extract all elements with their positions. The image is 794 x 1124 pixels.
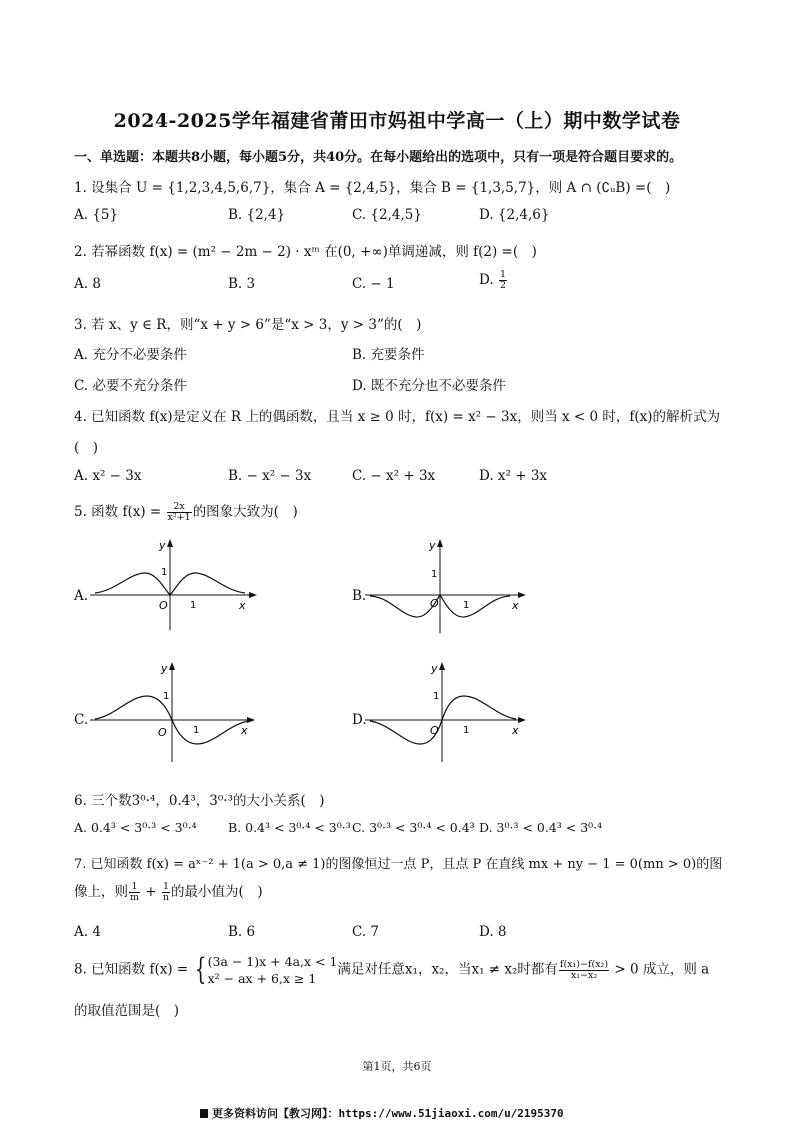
- question-3-option-a: A. 充分不必要条件: [74, 347, 187, 363]
- question-4-option-a: A. x² − 3x: [74, 468, 142, 484]
- question-6-option-a: A. 0.4³ < 3⁰·³ < 3⁰·⁴: [74, 820, 197, 835]
- plus-sign: +: [141, 884, 161, 900]
- question-8-stem-continued: 的取值范围是( ): [74, 1003, 180, 1019]
- source-banner[interactable]: [200, 1105, 564, 1121]
- graph-c-y-one: 1: [163, 691, 170, 702]
- question-4-stem-continued: ( ): [74, 440, 99, 456]
- question-4-stem: 4. 已知函数 f(x)是定义在 R 上的偶函数，且当 x ≥ 0 时，f(x) = x² − 3x，则当 x < 0 时，f(x)的解析式为: [74, 409, 721, 425]
- question-4-option-d: D. x² + 3x: [479, 468, 548, 484]
- question-8-stem-mid: 满足对任意x₁，x₂，当x₁ ≠ x₂时都有: [337, 961, 558, 978]
- question-1-option-a: A. {5}: [74, 207, 119, 223]
- question-5-stem: [74, 500, 298, 523]
- question-2-option-d-label: D.: [479, 272, 498, 288]
- question-3-option-d: D. 既不充分也不必要条件: [352, 378, 506, 394]
- question-6-option-d: D. 3⁰·³ < 0.4³ < 3⁰·⁴: [479, 820, 603, 835]
- question-7-stem-continued: [74, 880, 263, 903]
- question-3-option-c: C. 必要不充分条件: [74, 378, 187, 394]
- graph-d: [360, 658, 540, 768]
- graph-c-x-label: x: [241, 724, 248, 737]
- graph-a-x-one: 1: [190, 600, 197, 611]
- question-4-option-c: C. − x² + 3x: [352, 468, 436, 484]
- case-2: x² − ax + 6,x ≥ 1: [207, 971, 317, 986]
- flag-icon: [200, 1109, 208, 1118]
- question-1-stem: 1. 设集合 U = {1,2,3,4,5,6,7}，集合 A = {2,4,5}，集合 B = {1,3,5,7}，则 A ∩ (∁ᵤB) =( ): [74, 180, 671, 196]
- question-7-option-b: B. 6: [228, 924, 256, 940]
- question-1-option-c: C. {2,4,5}: [352, 207, 422, 223]
- question-8-stem-post: > 0 成立，则 a: [610, 961, 710, 978]
- graph-b-origin-label: O: [430, 597, 439, 610]
- graph-b-y-one: 1: [431, 569, 438, 580]
- question-7-stem: 7. 已知函数 f(x) = aˣ⁻² + 1(a > 0,a ≠ 1)的图像恒过一点 P，且点 P 在直线 mx + ny − 1 = 0(mn > 0)的图: [74, 857, 723, 872]
- source-banner-text: 更多资料访问【教习网】：https://www.51jiaoxi.com/u/2195370: [212, 1107, 564, 1120]
- graph-b-y-label: y: [429, 539, 436, 552]
- graph-a-y-label: y: [159, 539, 166, 552]
- question-7-option-d: D. 8: [479, 924, 507, 940]
- page-title: 2024-2025学年福建省莆田市妈祖中学高一（上）期中数学试卷: [113, 110, 681, 132]
- graph-d-label: D.: [352, 712, 367, 728]
- one-over-m-fraction: $\frac{1}{m}$: [130, 881, 140, 903]
- piecewise-cases: [208, 953, 338, 987]
- graph-b-x-one: 1: [463, 600, 470, 611]
- question-8-stem: [74, 953, 709, 987]
- section-heading: 一、单选题：本题共8小题，每小题5分，共40分。在每小题给出的选项中，只有一项是符合题目要求的。: [74, 150, 683, 165]
- question-6-stem: 6. 三个数3⁰·⁴，0.4³，3⁰·³的大小关系( ): [74, 793, 325, 809]
- graph-d-x-label: x: [512, 724, 519, 737]
- question-5-stem-post: 的图象大致为( ): [192, 504, 298, 520]
- half-fraction: $\frac{1}{2}$: [499, 269, 506, 291]
- graph-c: [85, 658, 265, 768]
- graph-a-origin-label: O: [159, 599, 168, 612]
- question-6-option-c: C. 3⁰·³ < 3⁰·⁴ < 0.4³: [352, 820, 475, 835]
- question-7-option-c: C. 7: [352, 924, 380, 940]
- graph-d-y-one: 1: [433, 691, 440, 702]
- graph-a: [85, 535, 265, 635]
- question-2-option-a: A. 8: [74, 276, 101, 292]
- question-5-stem-pre: 5. 函数 f(x) =: [74, 504, 166, 520]
- difference-quotient-fraction: $\frac{\text{f(x₁)−f(x₂)}}{\text{x₁−x₂}}$: [559, 958, 609, 981]
- question-3-option-b: B. 充要条件: [352, 347, 425, 363]
- graph-d-x-one: 1: [463, 725, 470, 736]
- graph-a-label: A.: [74, 588, 89, 604]
- question-2-option-c: C. − 1: [352, 276, 395, 292]
- graph-d-origin-label: O: [430, 724, 439, 737]
- graph-a-x-label: x: [239, 599, 246, 612]
- graph-c-x-one: 1: [193, 725, 200, 736]
- page-footer: 第1页，共6页: [362, 1060, 432, 1073]
- question-7-stem2-pre: 像上，则: [74, 884, 128, 900]
- graph-d-y-label: y: [431, 662, 438, 675]
- question-7-stem2-post: 的最小值为( ): [171, 884, 263, 900]
- question-5-fraction: $\frac{2x}{\text{x²+1}}$: [167, 501, 191, 523]
- question-2-stem: 2. 若幂函数 f(x) = (m² − 2m − 2) · xᵐ 在(0, +∞)单调递减，则 f(2) =( ): [74, 244, 537, 260]
- case-1: (3a − 1)x + 4a,x < 1: [207, 954, 338, 969]
- graph-c-origin-label: O: [158, 726, 167, 739]
- question-7-option-a: A. 4: [74, 924, 101, 940]
- left-brace: {: [194, 952, 206, 987]
- question-3-stem: 3. 若 x、y ∈ R，则“x + y > 6”是“x > 3，y > 3”的( ): [74, 317, 422, 333]
- question-4-option-b: B. − x² − 3x: [228, 468, 312, 484]
- question-2-option-d: [479, 270, 508, 291]
- question-8-stem-pre: 8. 已知函数 f(x) =: [74, 961, 193, 978]
- question-1-option-b: B. {2,4}: [228, 207, 286, 223]
- graph-a-y-one: 1: [161, 567, 168, 578]
- graph-b-label: B.: [352, 588, 367, 604]
- graph-b-x-label: x: [512, 599, 519, 612]
- graph-c-y-label: y: [161, 662, 168, 675]
- question-1-option-d: D. {2,4,6}: [479, 207, 550, 223]
- question-6-option-b: B. 0.4³ < 3⁰·⁴ < 3⁰·³: [228, 820, 351, 835]
- graph-c-label: C.: [74, 712, 89, 728]
- one-over-n-fraction: $\frac{1}{n}$: [162, 881, 170, 903]
- graph-b: [360, 535, 540, 635]
- question-2-option-b: B. 3: [228, 276, 256, 292]
